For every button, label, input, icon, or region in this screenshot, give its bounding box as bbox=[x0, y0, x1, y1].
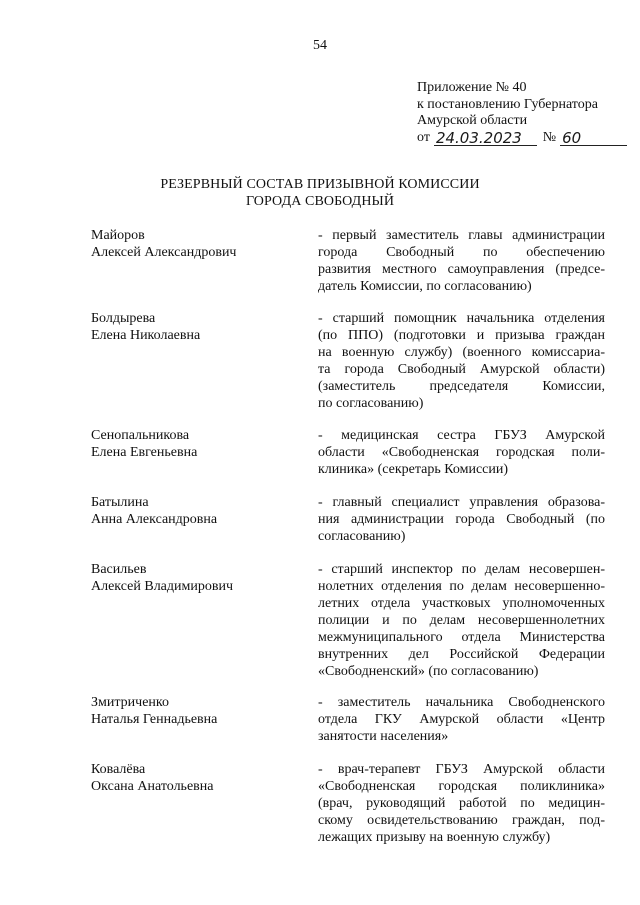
title-line-1: РЕЗЕРВНЫЙ СОСТАВ ПРИЗЫВНОЙ КОМИССИИ bbox=[160, 177, 480, 192]
role-line: внутренних дел Российской Федерации bbox=[318, 647, 605, 662]
page-number: 54 bbox=[313, 38, 327, 53]
role-line: области «Свободненская городская поли- bbox=[318, 445, 605, 460]
role-line: лежащих призыву на военную службу) bbox=[318, 830, 551, 845]
title-line-2: ГОРОДА СВОБОДНЫЙ bbox=[245, 194, 395, 209]
role-line: (заместитель председателя Комиссии, bbox=[318, 379, 605, 394]
role-line: города Свободный по обеспечению bbox=[318, 245, 605, 260]
handwritten-date: 24.03.2023 bbox=[434, 131, 537, 146]
member-role bbox=[318, 561, 605, 680]
role-line: - главный специалист управления образова- bbox=[318, 495, 605, 510]
member-role bbox=[318, 761, 605, 846]
member-name bbox=[91, 427, 311, 461]
member-role bbox=[318, 310, 605, 412]
appendix-region: Амурской области bbox=[417, 113, 528, 128]
role-line: скому освидетельствованию граждан, под- bbox=[318, 813, 605, 828]
role-line: - врач-терапевт ГБУЗ Амурской области bbox=[318, 762, 605, 777]
role-line: «Свободненский» (по согласованию) bbox=[318, 664, 539, 679]
member-name bbox=[91, 227, 311, 261]
member-name bbox=[91, 694, 311, 728]
member-role bbox=[318, 227, 605, 295]
role-line: датель Комиссии, по согласованию) bbox=[318, 279, 532, 294]
member-given-names: Наталья Геннадьевна bbox=[91, 712, 218, 727]
role-line: по согласованию) bbox=[318, 396, 424, 411]
role-line: занятости населения» bbox=[318, 729, 449, 744]
member-given-names: Оксана Анатольевна bbox=[91, 779, 214, 794]
member-surname: Змитриченко bbox=[91, 695, 169, 710]
role-line: - первый заместитель главы администрации bbox=[318, 228, 605, 243]
member-name bbox=[91, 561, 311, 595]
appendix-block bbox=[417, 80, 627, 146]
member-surname: Ковалёва bbox=[91, 762, 146, 777]
role-line: согласованию) bbox=[318, 529, 406, 544]
role-line: - медицинская сестра ГБУЗ Амурской bbox=[318, 428, 605, 443]
member-surname: Васильев bbox=[91, 562, 147, 577]
role-line: нолетних отделения по делам несовершенно- bbox=[318, 579, 605, 594]
role-line: развития местного самоуправления (предсе- bbox=[318, 262, 605, 277]
role-line: та города Свободный Амурской области) bbox=[318, 362, 605, 377]
member-name bbox=[91, 310, 311, 344]
role-line: межмуниципального отдела Министерства bbox=[318, 630, 605, 645]
role-line: клиника» (секретарь Комиссии) bbox=[318, 462, 509, 477]
role-line: «Свободненская городская поликлиника» bbox=[318, 779, 605, 794]
member-surname: Болдырева bbox=[91, 311, 156, 326]
role-line: - старший инспектор по делам несовершен- bbox=[318, 562, 605, 577]
member-role bbox=[318, 427, 605, 478]
member-role bbox=[318, 494, 605, 545]
member-surname: Майоров bbox=[91, 228, 145, 243]
role-line: отдела ГКУ Амурской области «Центр bbox=[318, 712, 605, 727]
handwritten-number: 60 bbox=[560, 131, 627, 146]
member-given-names: Алексей Александрович bbox=[91, 245, 237, 260]
role-line: ния администрации города Свободный (по bbox=[318, 512, 605, 527]
role-line: (по ППО) (подготовки и призыва граждан bbox=[318, 328, 605, 343]
member-surname: Батылина bbox=[91, 495, 149, 510]
member-given-names: Елена Николаевна bbox=[91, 328, 201, 343]
role-line: на военную службу) (военного комиссариа- bbox=[318, 345, 605, 360]
role-line: летних отдела участковых уполномоченных bbox=[318, 596, 605, 611]
member-role bbox=[318, 694, 605, 745]
number-label: № bbox=[542, 129, 557, 145]
from-label: от bbox=[417, 129, 430, 145]
member-name bbox=[91, 761, 311, 795]
role-line: - заместитель начальника Свободненского bbox=[318, 695, 605, 710]
appendix-decree-ref: к постановлению Губернатора bbox=[417, 96, 598, 112]
role-line: полиции и по делам несовершеннолетних bbox=[318, 613, 605, 628]
role-line: (врач, руководящий работой по медицин- bbox=[318, 796, 605, 811]
member-given-names: Елена Евгеньевна bbox=[91, 445, 198, 460]
member-name bbox=[91, 494, 311, 528]
role-line: - старший помощник начальника отделения bbox=[318, 311, 605, 326]
member-given-names: Алексей Владимирович bbox=[91, 579, 234, 594]
member-given-names: Анна Александровна bbox=[91, 512, 218, 527]
member-surname: Сенопальникова bbox=[91, 428, 190, 443]
document-title bbox=[0, 176, 640, 210]
appendix-number: Приложение № 40 bbox=[417, 80, 527, 95]
appendix-date-number-row bbox=[417, 130, 627, 147]
